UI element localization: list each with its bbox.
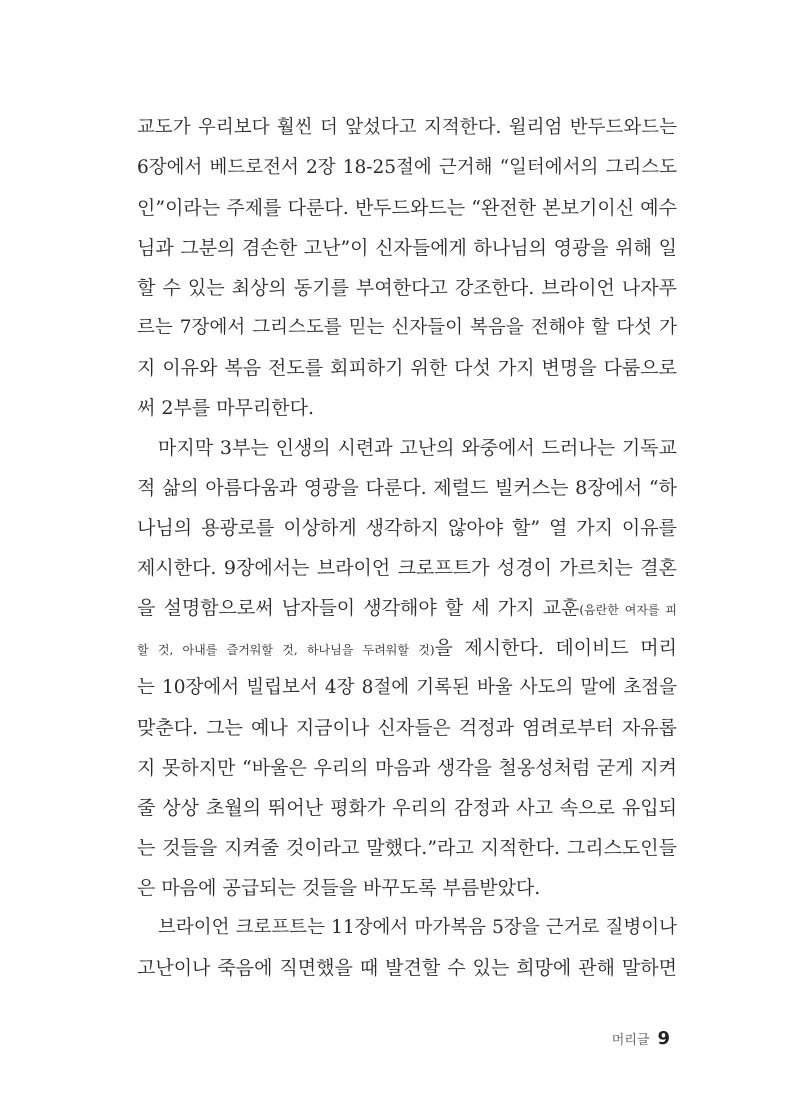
text-line: 맞춘다. 그는 예나 지금이나 신자들은 걱정과 염려로부터 자유롭	[137, 717, 677, 739]
text-line: 나님의 용광로를 이상하게 생각하지 않아야 할” 열 가지 이유를	[137, 517, 677, 539]
text-line: 는 것들을 지켜줄 것이라고 말했다.”라고 지적한다. 그리스도인들	[137, 837, 677, 859]
text-line: 은 마음에 공급되는 것들을 바꾸도록 부름받았다.	[137, 877, 541, 899]
page-footer	[612, 1028, 670, 1052]
text-line: 는 10장에서 빌립보서 4장 8절에 기록된 바울 사도의 말에 초점을	[137, 677, 677, 698]
page-number: 9	[657, 1028, 670, 1049]
footnote-inline-text: (음란한 여자를 피	[579, 603, 677, 617]
text-line: 님과 그분의 겸손한 고난”이 신자들에게 하나님의 영광을 위해 일	[137, 237, 677, 259]
text-segment: 을 제시한다. 데이비드 머리	[434, 637, 678, 659]
text-line	[137, 588, 677, 628]
running-footer-label: 머리글	[611, 1033, 650, 1048]
footnote-inline-text: 할 것, 아내를 즐거워할 것, 하나님을 두려워할 것)	[137, 643, 435, 657]
text-line: 인”이라는 주제를 다룬다. 반두드와드는 “완전한 본보기이신 예수	[137, 197, 677, 219]
text-line: 마지막 3부는 인생의 시련과 고난의 와중에서 드러나는 기독교	[158, 437, 677, 459]
text-line: 교도가 우리보다 훨씬 더 앞섰다고 지적한다. 윌리엄 반두드와드는	[137, 117, 677, 138]
text-line: 고난이나 죽음에 직면했을 때 발견할 수 있는 희망에 관해 말하면	[137, 957, 677, 979]
text-line: 써 2부를 마무리한다.	[137, 397, 315, 419]
text-line: 르는 7장에서 그리스도를 믿는 신자들이 복음을 전해야 할 다섯 가	[137, 317, 677, 338]
text-line: 지 이유와 복음 전도를 회피하기 위한 다섯 가지 변명을 다룸으로	[137, 357, 677, 379]
text-line: 브라이언 크로프트는 11장에서 마가복음 5장을 근거로 질병이나	[158, 917, 677, 938]
text-line: 제시한다. 9장에서는 브라이언 크로프트가 성경이 가르치는 결혼	[137, 557, 677, 579]
text-line: 6장에서 베드로전서 2장 18-25절에 근거해 “일터에서의 그리스도	[137, 157, 677, 178]
text-segment: 을 설명함으로써 남자들이 생각해야 할 세 가지 교훈	[137, 597, 580, 619]
text-line	[137, 628, 677, 668]
text-line: 할 수 있는 최상의 동기를 부여한다고 강조한다. 브라이언 나자푸	[137, 277, 677, 299]
text-line: 적 삶의 아름다움과 영광을 다룬다. 제럴드 빌커스는 8장에서 “하	[137, 477, 677, 499]
text-line: 줄 상상 초월의 뛰어난 평화가 우리의 감정과 사고 속으로 유입되	[137, 797, 677, 819]
text-line: 지 못하지만 “바울은 우리의 마음과 생각을 철옹성처럼 굳게 지켜	[137, 757, 677, 779]
